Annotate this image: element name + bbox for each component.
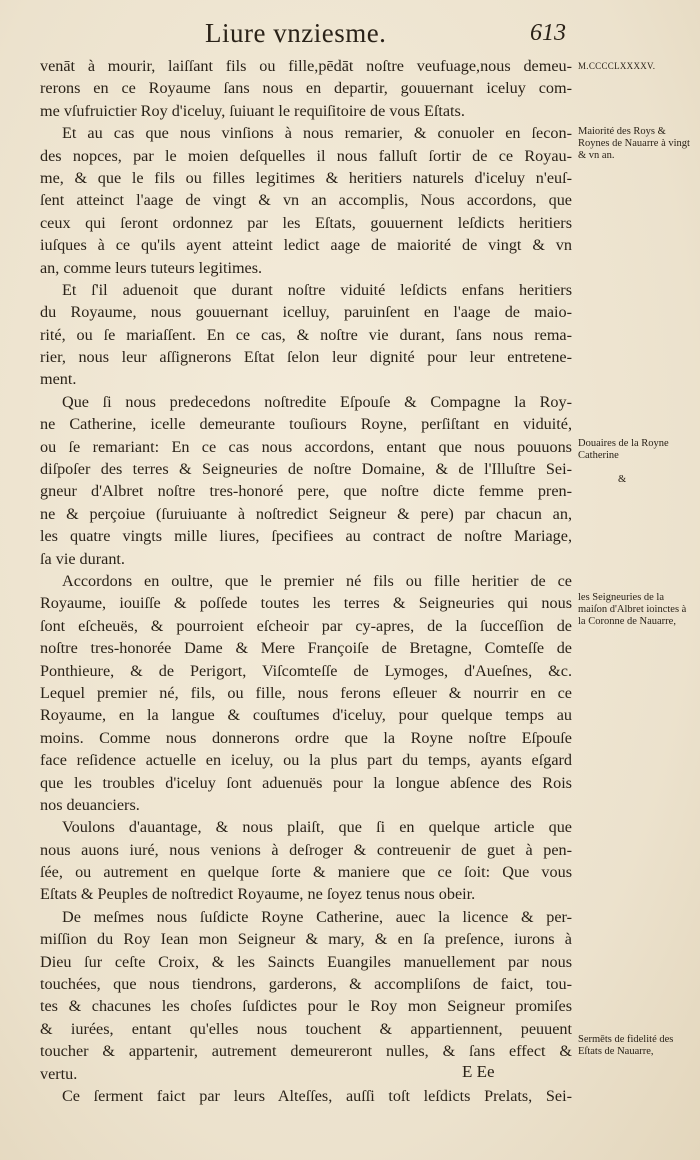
text-line: rité, ou ſe mariaſſent. En ce cas, & noſtre vie durant, ſans nous rema- xyxy=(40,325,572,344)
text-line: an, comme leurs tuteurs legitimes. xyxy=(40,258,263,277)
text-line: rier, nous leur aſſignerons Eſtat ſelon leur dignité pour leur entretene- xyxy=(40,348,572,367)
text-line: touchées, que nous tiendrons, garderons, & accompliſons de faict, tou- xyxy=(40,975,572,994)
margin-note-year: M.CCCCLXXXXV. xyxy=(578,61,656,71)
text-line: des nopces, par le moien deſquelles il nous falluſt ſortir de ce Royau- xyxy=(40,146,572,165)
text-line: me vſufruictier Roy d'iceluy, ſuiuant le requiſitoire de vous Eſtats. xyxy=(40,101,465,120)
text-line: ſent atteinct l'aage de vingt & vn an accomplis, Nous accordons, que xyxy=(40,191,572,210)
margin-note-seigneuries: les Seigneuries de la maiſon d'Albret ioinctes à la Coronne de Nauarre, xyxy=(578,592,687,627)
text-line: que les troubles d'iceluy ſont aduenuës pour la longue abſence des Rois xyxy=(40,773,572,792)
text-line: Ce ſerment faict par leurs Alteſſes, auſſi toſt leſdicts Prelats, Sei- xyxy=(62,1086,572,1105)
page-number: 613 xyxy=(530,20,566,46)
text-line: diſpoſer des terres & Seigneuries de noſtre Domaine, & de l'Illuſtre Sei- xyxy=(40,460,572,479)
text-line: ne & perçoiue (ſuruiuante à noſtredict Seigneur & pere) par chacun an, xyxy=(40,504,572,523)
body-text xyxy=(40,55,572,1107)
text-line: tes & chacunes les choſes ſuſdictes pour le Roy mon Seigneur promiſes xyxy=(40,997,572,1016)
text-line: toucher & appartenir, autrement demeureront nulles, & ſans effect & xyxy=(40,1042,572,1061)
margin-note-sermets: Sermēts de fidelité des Eſtats de Nauarre, xyxy=(578,1034,674,1057)
text-line: noſtre tres-honorée Dame & Mere Françoiſe de Bretagne, Comteſſe de xyxy=(40,639,572,658)
margin-note-douaires: Douaires de la Royne Catherine xyxy=(578,438,669,461)
text-line: nos deuanciers. xyxy=(40,795,140,814)
text-line: ou ſe remariant: En ce cas nous accordons, entant que nous pouuons xyxy=(40,437,572,456)
text-line: gneur d'Albret noſtre tres-honoré pere, que noſtre dicte femme pren- xyxy=(40,482,572,501)
text-line: ment. xyxy=(40,370,77,389)
text-line: & iurées, entant qu'elles nous touchent & appartiennent, peuuent xyxy=(40,1019,572,1038)
text-line: Dieu ſur ceſte Croix, & les Saincts Euangiles manuellement par nous xyxy=(40,952,572,971)
text-line: nous auons iuré, nous venions à deſroger & contreuenir de guet à pen- xyxy=(40,840,572,859)
text-line: ne Catherine, icelle demeurante touſiours Royne, perſiſtant en viduité, xyxy=(40,415,572,434)
text-line: Voulons d'auantage, & nous plaiſt, que ſi en quelque article que xyxy=(62,818,572,837)
text-line: De meſmes nous ſuſdicte Royne Catherine, auec la licence & per- xyxy=(62,907,572,926)
text-line: Et au cas que nous vinſions à nous remarier, & conuoler en ſecon- xyxy=(62,124,572,143)
text-line: les quatre vingts mille liures, ſpecifiees au contract de noſtre Mariage, xyxy=(40,527,572,546)
text-line: Royaume, en la langue & couſtumes d'iceluy, pour quelque temps au xyxy=(40,706,572,725)
text-line: Ponthieure, & de Perigort, Viſcomteſſe de Lymoges, d'Aueſnes, &c. xyxy=(40,661,572,680)
text-line: miſſion du Roy Iean mon Seigneur & mary, & en ſa preſence, iurons à xyxy=(40,930,572,949)
text-line: ſont eſcheuës, & pourroient eſcheoir par cy-apres, de la ſucceſſion de xyxy=(40,616,572,635)
text-line: venāt à mourir, laiſſant fils ou fille,pēdāt noſtre veufuage,nous demeu- xyxy=(40,57,572,75)
margin-note-maiorite: Maiorité des Roys & Roynes de Nauarre à vingt & vn an. xyxy=(578,126,690,161)
text-line: vertu. xyxy=(40,1064,78,1083)
text-line: Royaume, iouiſſe & poſſede toutes les terres & Seigneuries qui nous xyxy=(40,594,572,613)
text-line: Accordons en oultre, que le premier né fils ou fille heritier de ce xyxy=(62,571,572,590)
text-line: face reſidence actuelle en iceluy, ou la plus part du temps, ayants eſgard xyxy=(40,751,572,770)
text-line: ſa vie durant. xyxy=(40,549,125,568)
text-line: moins. Comme nous donnerons ordre que la Royne noſtre Eſpouſe xyxy=(40,728,572,747)
text-line: Lequel premier né, fils, ou fille, nous ferons eſleuer & nourrir en ce xyxy=(40,683,572,702)
text-line: rerons en ce Royaume ſans nous en departir, gouuernant iceluy com- xyxy=(40,79,572,98)
text-line: Eſtats & Peuples de noſtredict Royaume, ne ſoyez tenus nous obeir. xyxy=(40,885,476,904)
text-line: iuſques à ce qu'ils ayent atteint ledict aage de maiorité de vingt & vn xyxy=(40,236,572,255)
text-line: me, & que le fils ou filles legitimes & heritiers naturels d'iceluy n'euſ- xyxy=(40,168,572,187)
text-line: Que ſi nous predecedons noſtredite Eſpouſe & Compagne la Roy- xyxy=(62,392,572,411)
running-title: Liure vnziesme. xyxy=(205,18,387,48)
text-line: ſée, ou autrement en quelque ſorte & maniere que ce ſoit: Que vous xyxy=(40,863,572,882)
text-line: du Royaume, nous gouuernant icelluy, paruinſent en l'aage de maio- xyxy=(40,303,572,322)
signature-mark: E Ee xyxy=(462,1062,495,1081)
text-line: ceux qui ſeront ordonnez par les Eſtats, gouuernent leſdicts heritiers xyxy=(40,213,572,232)
margin-note-et: & xyxy=(618,474,627,485)
text-line: Et ſ'il aduenoit que durant noſtre viduité leſdicts enfans heritiers xyxy=(62,280,572,299)
